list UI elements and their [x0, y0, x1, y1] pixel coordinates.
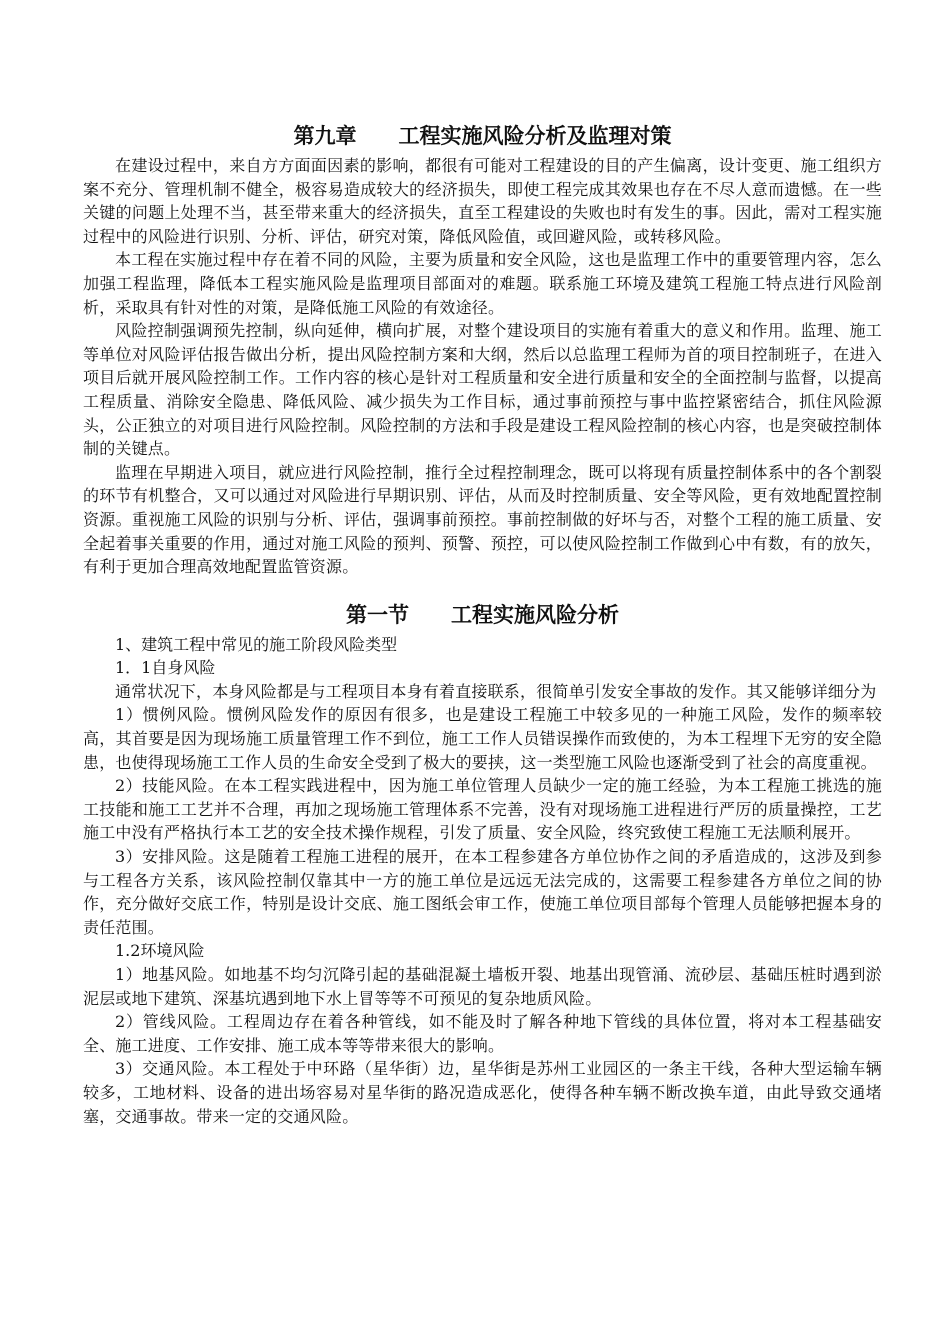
- chapter-paragraph-3: 风险控制强调预先控制，纵向延伸，横向扩展，对整个建设项目的实施有着重大的意义和作用。监理、施工等单位对风险评估报告做出分析，提出风险控制方案和大纲，然后以总监理工程师为首的项目控制班子，在进入项目后就开展风险控制工作。工作内容的核心是针对工程质量和安全进行质量和安全的全面控制与监督，以提高工程质量、消除安全隐患、降低风险、减少损失为工作目标，通过事前预控与事中监控紧密结合，抓住风险源头，公正独立的对项目进行风险控制。风险控制的方法和手段是建设工程风险控制的核心内容，也是突破控制体制的关键点。: [83, 321, 882, 459]
- heading-1-1: 1．1自身风险: [115, 658, 216, 678]
- paragraph-1-1-a: 1）惯例风险。惯例风险发作的原因有很多，也是建设工程施工中较多见的一种施工风险，发作的频率较高，其首要是因为现场施工质量管理工作不到位，施工工作人员错误操作而致使的，为本工程埋下无穷的安全隐患，也使得现场施工工作人员的生命安全受到了极大的要挟，这一类型施工风险也逐渐受到了社会的高度重视。: [83, 705, 882, 772]
- section-title: 第一节 工程实施风险分析: [346, 602, 619, 627]
- paragraph-1-1-b: 2）技能风险。在本工程实践进程中，因为施工单位管理人员缺少一定的施工经验，为本工程施工挑选的施工技能和施工工艺并不合理，再加之现场施工管理体系不完善，没有对现场施工进程进行严厉的质量操控，工艺施工中没有严格执行本工艺的安全技术操作规程，引发了质量、安全风险，终究致使工程施工无法顺利展开。: [83, 776, 882, 843]
- chapter-paragraph-4: 监理在早期进入项目，就应进行风险控制，推行全过程控制理念，既可以将现有质量控制体系中的各个割裂的环节有机整合，又可以通过对风险进行早期识别、评估，从而及时控制质量、安全等风险，更有效地配置控制资源。重视施工风险的识别与分析、评估，强调事前预控。事前控制做的好坏与否，对整个工程的施工质量、安全起着事关重要的作用，通过对施工风险的预判、预警、预控，可以使风险控制工作做到心中有数，有的放矢，有利于更加合理高效地配置监管资源。: [83, 462, 882, 577]
- paragraph-1-1-intro: 通常状况下，本身风险都是与工程项目本身有着直接联系，很简单引发安全事故的发作。其又能够详细分为: [115, 681, 877, 701]
- heading-1-2: 1.2环境风险: [115, 941, 205, 961]
- heading-1: 1、建筑工程中常见的施工阶段风险类型: [115, 634, 398, 654]
- paragraph-1-1-c: 3）安排风险。这是随着工程施工进程的展开，在本工程参建各方单位协作之间的矛盾造成的，这涉及到参与工程各方关系，该风险控制仅靠其中一方的施工单位是远远无法完成的，这需要工程参建各方单位之间的协作，充分做好交底工作，特别是设计交底、施工图纸会审工作，使施工单位项目部每个管理人员能够把握本身的责任范围。: [83, 847, 882, 937]
- paragraph-1-2-a: 1）地基风险。如地基不均匀沉降引起的基础混凝土墙板开裂、地基出现管涌、流砂层、基础压桩时遇到淤泥层或地下建筑、深基坑遇到地下水上冒等等不可预见的复杂地质风险。: [83, 965, 882, 1008]
- chapter-title: 第九章 工程实施风险分析及监理对策: [293, 124, 672, 148]
- paragraph-1-2-c: 3）交通风险。本工程处于中环路（星华街）边，星华街是苏州工业园区的一条主干线，各种大型运输车辆较多，工地材料、设备的进出场容易对星华街的路况造成恶化，使得各种车辆不断改换车道，由此导致交通堵塞，交通事故。带来一定的交通风险。: [83, 1059, 882, 1126]
- chapter-paragraph-2: 本工程在实施过程中存在着不同的风险，主要为质量和安全风险，这也是监理工作中的重要管理内容，怎么加强工程监理，降低本工程实施风险是监理项目部面对的难题。联系施工环境及建筑工程施工特点进行风险剖析，采取具有针对性的对策，是降低施工风险的有效途径。: [83, 250, 882, 317]
- chapter-paragraph-1: 在建设过程中，来自方方面面因素的影响，都很有可能对工程建设的目的产生偏离，设计变更、施工组织方案不充分、管理机制不健全，极容易造成较大的经济损失，即使工程完成其效果也存在不尽人意而遗憾。在一些关键的问题上处理不当，甚至带来重大的经济损失，直至工程建设的失败也时有发生的事。因此，需对工程实施过程中的风险进行识别、分析、评估，研究对策，降低风险值，或回避风险，或转移风险。: [83, 156, 882, 246]
- paragraph-1-2-b: 2）管线风险。工程周边存在着各种管线，如不能及时了解各种地下管线的具体位置，将对本工程基础安全、施工进度、工作安排、施工成本等等带来很大的影响。: [83, 1012, 882, 1055]
